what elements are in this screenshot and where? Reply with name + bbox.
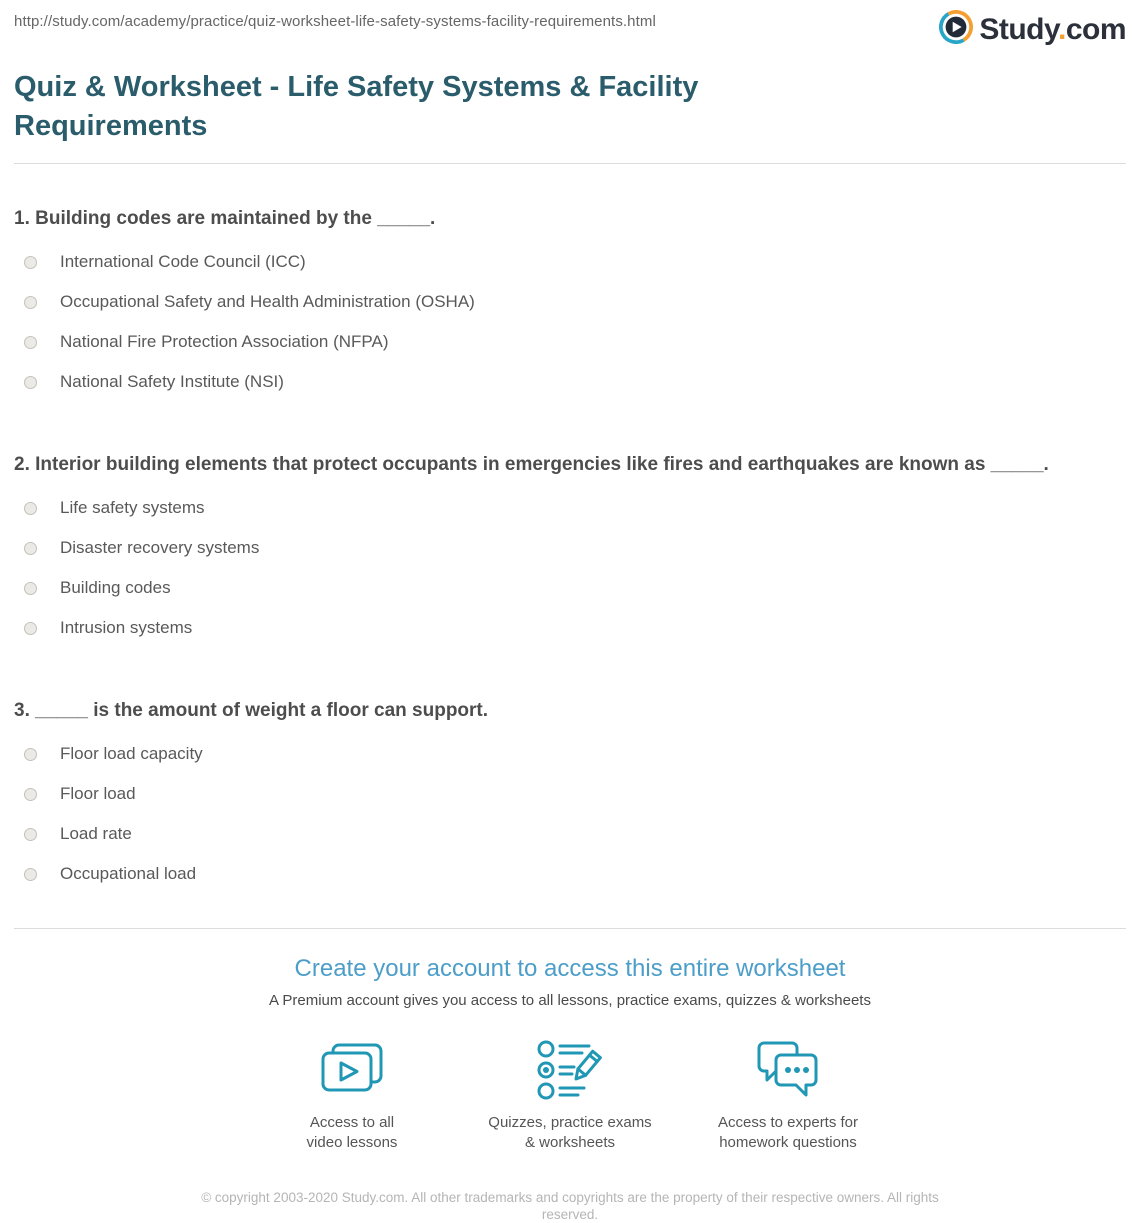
option-row[interactable] <box>14 362 1126 402</box>
feature-label: Quizzes, practice exams & worksheets <box>488 1114 652 1151</box>
question-1-options <box>14 242 1126 402</box>
feature-quizzes-worksheets <box>461 1039 679 1153</box>
radio-button[interactable] <box>24 622 37 635</box>
question-2 <box>14 448 1126 648</box>
page-header <box>14 0 1126 52</box>
option-label: Occupational load <box>60 864 197 883</box>
radio-button[interactable] <box>24 788 37 801</box>
radio-button[interactable] <box>24 542 37 555</box>
option-row[interactable] <box>14 854 1126 894</box>
option-label: Floor load <box>60 784 136 803</box>
option-label: Intrusion systems <box>60 618 193 637</box>
question-1 <box>14 202 1126 402</box>
option-label: National Safety Institute (NSI) <box>60 372 284 391</box>
radio-button[interactable] <box>24 748 37 761</box>
option-label: National Fire Protection Association (NFPA) <box>60 332 389 351</box>
option-label: International Code Council (ICC) <box>60 252 306 271</box>
option-row[interactable] <box>14 774 1126 814</box>
quiz-worksheet-icon <box>461 1039 679 1101</box>
radio-button[interactable] <box>24 376 37 389</box>
studycom-logo-icon <box>939 10 973 49</box>
option-row[interactable] <box>14 528 1126 568</box>
option-label: Occupational Safety and Health Administration (OSHA) <box>60 292 475 311</box>
question-3 <box>14 694 1126 894</box>
cta-subheading: A Premium account gives you access to all lessons, practice exams, quizzes & worksheets <box>269 992 871 1009</box>
question-3-options <box>14 734 1126 894</box>
option-label: Floor load capacity <box>60 744 203 763</box>
question-2-options <box>14 488 1126 648</box>
option-label: Load rate <box>60 824 132 843</box>
question-3-prompt: 3. _____ is the amount of weight a floor can support. <box>14 700 489 721</box>
radio-button[interactable] <box>24 828 37 841</box>
page-url: http://study.com/academy/practice/quiz-worksheet-life-safety-systems-facility-requirements.html <box>14 13 656 30</box>
question-2-prompt: 2. Interior building elements that protect occupants in emergencies like fires and earthquakes are known as _____. <box>14 454 1049 475</box>
section-divider <box>14 928 1126 929</box>
option-row[interactable] <box>14 608 1126 648</box>
option-row[interactable] <box>14 322 1126 362</box>
studycom-logo-text: Study.com <box>979 12 1126 46</box>
radio-button[interactable] <box>24 296 37 309</box>
question-1-prompt: 1. Building codes are maintained by the _____. <box>14 208 436 229</box>
radio-button[interactable] <box>24 502 37 515</box>
option-label: Building codes <box>60 578 171 597</box>
video-lessons-icon <box>243 1039 461 1101</box>
feature-video-lessons <box>243 1039 461 1153</box>
option-row[interactable] <box>14 814 1126 854</box>
feature-label: Access to experts for homework questions <box>717 1114 859 1151</box>
option-label: Life safety systems <box>60 498 205 517</box>
radio-button[interactable] <box>24 256 37 269</box>
page-title: Quiz & Worksheet - Life Safety Systems & Facility Requirements <box>14 71 699 142</box>
feature-list <box>14 1039 1126 1153</box>
radio-button[interactable] <box>24 868 37 881</box>
option-row[interactable] <box>14 488 1126 528</box>
chat-experts-icon <box>679 1039 897 1101</box>
feature-homework-experts <box>679 1039 897 1153</box>
option-row[interactable] <box>14 568 1126 608</box>
cta-section <box>14 955 1126 1153</box>
radio-button[interactable] <box>24 582 37 595</box>
cta-heading: Create your account to access this entire worksheet <box>294 955 846 982</box>
option-row[interactable] <box>14 242 1126 282</box>
copyright-notice: © copyright 2003-2020 Study.com. All other trademarks and copyrights are the property of their respective owners. All rights reserved. <box>201 1190 939 1222</box>
option-row[interactable] <box>14 282 1126 322</box>
option-label: Disaster recovery systems <box>60 538 260 557</box>
radio-button[interactable] <box>24 336 37 349</box>
feature-label: Access to all video lessons <box>306 1114 398 1151</box>
title-divider <box>14 163 1126 164</box>
option-row[interactable] <box>14 734 1126 774</box>
studycom-logo[interactable] <box>939 10 1126 49</box>
